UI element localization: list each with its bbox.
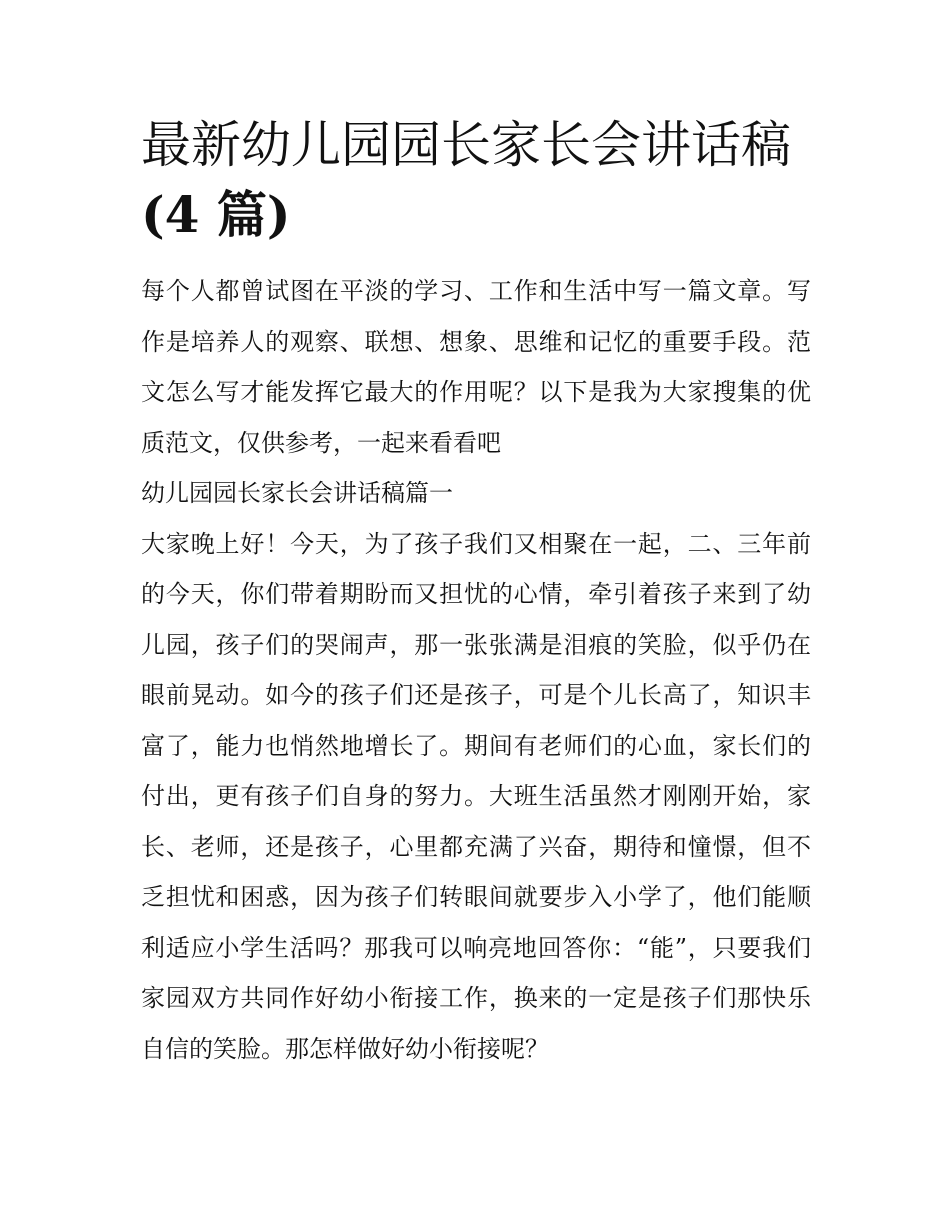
- title-line-count: (4 篇): [141, 185, 291, 244]
- document-title: [141, 110, 809, 250]
- document-body: [141, 266, 811, 1074]
- body-paragraph: 大家晚上好！今天，为了孩子我们又相聚在一起，二、三年前的今天，你们带着期盼而又担忧的心情，牵引着孩子来到了幼儿园，孩子们的哭闹声，那一张张满是泪痕的笑脸，似乎仍在眼前晃动。如今的孩子们还是孩子，可是个儿长高了，知识丰富了，能力也悄然地增长了。期间有老师们的心血，家长们的付出，更有孩子们自身的努力。大班生活虽然才刚刚开始，家长、老师，还是孩子，心里都充满了兴奋，期待和憧憬，但不乏担忧和困惑，因为孩子们转眼间就要步入小学了，他们能顺利适应小学生活吗？那我可以响亮地回答你：“能”，只要我们家园双方共同作好幼小衔接工作，换来的一定是孩子们那快乐自信的笑脸。那怎样做好幼小衔接呢？: [141, 529, 811, 1063]
- title-line-main: 最新幼儿园园长家长会讲话稿: [141, 116, 791, 174]
- intro-paragraph: 每个人都曾试图在平淡的学习、工作和生活中写一篇文章。写作是培养人的观察、联想、想象、思维和记忆的重要手段。范文怎么写才能发挥它最大的作用呢？以下是我为大家搜集的优质范文，仅供参考，一起来看看吧: [141, 277, 811, 457]
- section-heading: 幼儿园园长家长会讲话稿篇一: [141, 479, 453, 507]
